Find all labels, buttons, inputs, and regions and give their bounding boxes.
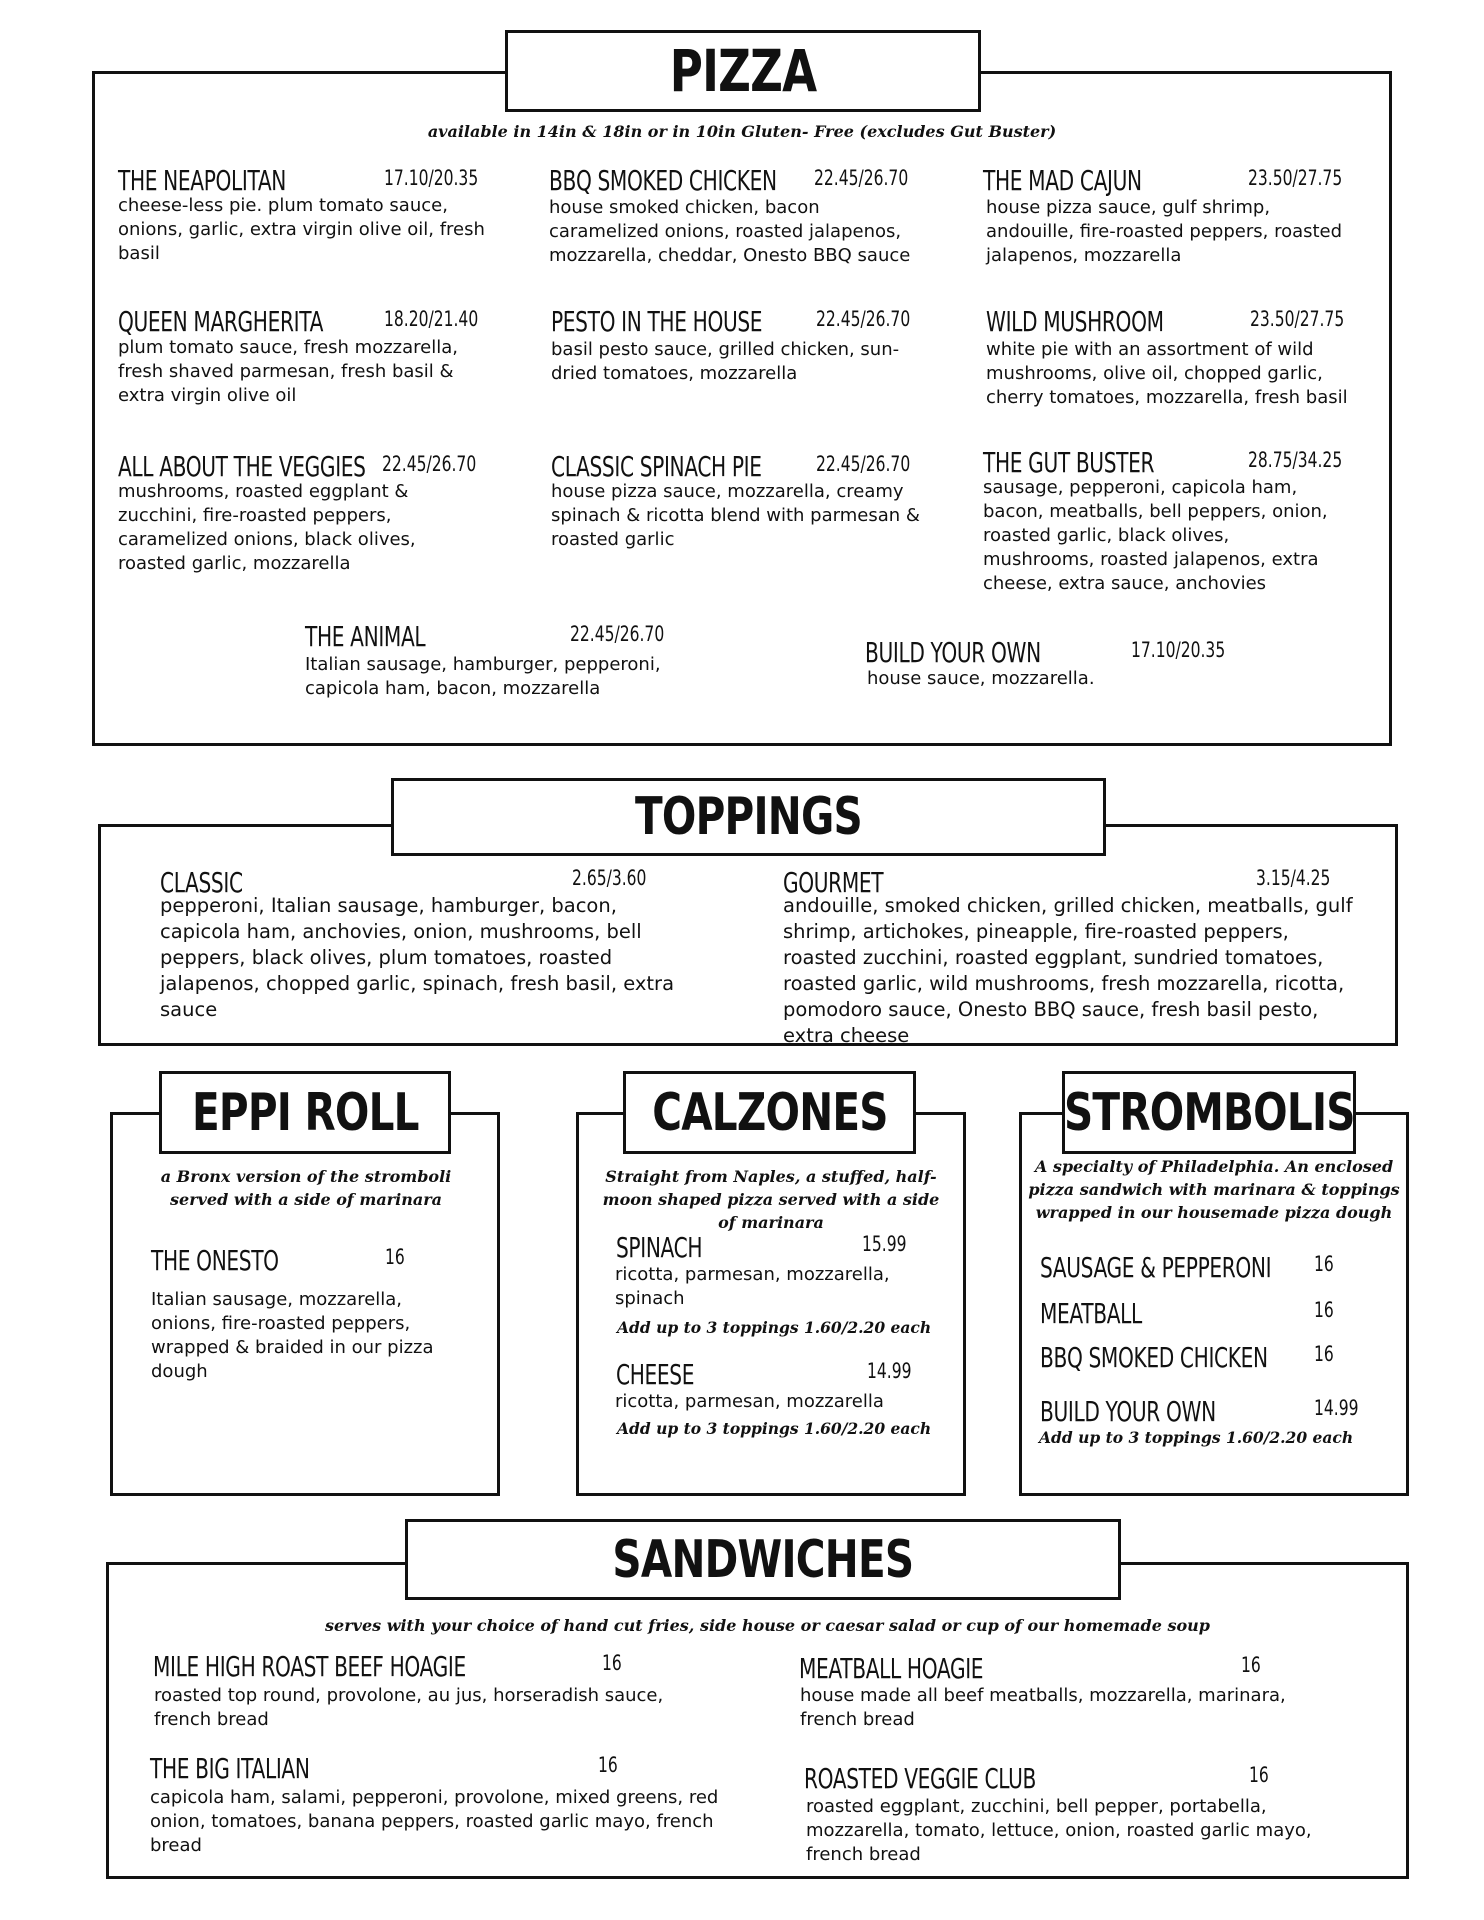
sandwiches-item-name: THE BIG ITALIAN <box>150 1752 310 1785</box>
pizza-item-name: WILD MUSHROOM <box>986 305 1164 338</box>
pizza-item-name: PESTO IN THE HOUSE <box>551 305 763 338</box>
pizza-title: PIZZA <box>669 37 817 105</box>
sandwiches-title-box <box>405 1519 1121 1600</box>
pizza-item-desc: plum tomato sauce, fresh mozzarella, fresh shaved parmesan, fresh basil & extra virgin olive oil <box>118 337 458 406</box>
sandwiches-item-desc: capicola ham, salami, pepperoni, provolone, mixed greens, red onion, tomatoes, banana peppers, roasted garlic mayo, french bread <box>150 1787 719 1856</box>
pizza-item-name: ALL ABOUT THE VEGGIES <box>118 450 366 483</box>
eppi-roll-item-price: 16 <box>385 1245 405 1269</box>
pizza-item-desc: Italian sausage, hamburger, pepperoni, capicola ham, bacon, mozzarella <box>305 654 661 699</box>
strombolis-item-name: SAUSAGE & PEPPERONI <box>1040 1251 1272 1284</box>
pizza-item-desc: house smoked chicken, bacon caramelized onions, roasted jalapenos, mozzarella, cheddar, Onesto BBQ sauce <box>549 197 911 266</box>
pizza-item-desc: mushrooms, roasted eggplant & zucchini, fire-roasted peppers, caramelized onions, black olives, roasted garlic, mozzarella <box>118 481 416 574</box>
toppings-item-desc: andouille, smoked chicken, grilled chicken, meatballs, gulf shrimp, artichokes, pineapple, fire-roasted peppers, roasted zucchini, roasted eggplant, sundried tomatoes, roasted garlic, wild mushrooms, fresh mozzarella, ricotta, pomodoro sauce, Onesto BBQ sauce, fresh basil pesto, extra cheese <box>783 894 1353 1047</box>
sandwiches-item-desc: roasted top round, provolone, au jus, horseradish sauce, french bread <box>154 1685 664 1730</box>
strombolis-item-price: 16 <box>1314 1252 1334 1276</box>
pizza-item-desc: basil pesto sauce, grilled chicken, sun-dried tomatoes, mozzarella <box>551 339 900 384</box>
calzones-item-price: 15.99 <box>862 1232 907 1256</box>
strombolis-item-name: BBQ SMOKED CHICKEN <box>1040 1341 1268 1374</box>
sandwiches-item-desc: house made all beef meatballs, mozzarella, marinara, french bread <box>800 1685 1286 1730</box>
sandwiches-subtitle: serves with your choice of hand cut fries, side house or caesar salad or cup of our homemade soup <box>325 1616 1210 1635</box>
calzones-subtitle: Straight from Naples, a stuffed, half-moon shaped pizza served with a side of marinara <box>602 1167 940 1232</box>
strombolis-item-name: BUILD YOUR OWN <box>1040 1395 1216 1428</box>
pizza-item-price: 22.45/26.70 <box>570 622 665 646</box>
sandwiches-item-price: 16 <box>598 1753 618 1777</box>
sandwiches-item-price: 16 <box>1241 1653 1261 1677</box>
toppings-item-price: 2.65/3.60 <box>572 866 647 890</box>
pizza-item-name: THE ANIMAL <box>305 620 426 653</box>
pizza-item-price: 28.75/34.25 <box>1248 448 1343 472</box>
pizza-subtitle: available in 14in & 18in or in 10in Gluten- Free (excludes Gut Buster) <box>427 122 1057 141</box>
sandwiches-item-desc: roasted eggplant, zucchini, bell pepper, portabella, mozzarella, tomato, lettuce, onion, roasted garlic mayo, french bread <box>806 1796 1312 1865</box>
pizza-item-name: BUILD YOUR OWN <box>865 636 1041 669</box>
strombolis-item-price: 16 <box>1314 1342 1334 1366</box>
pizza-item-desc: house pizza sauce, gulf shrimp, andouille, fire-roasted peppers, roasted jalapenos, mozzarella <box>986 197 1343 266</box>
pizza-item-price: 22.45/26.70 <box>816 452 911 476</box>
toppings-title-box <box>391 778 1106 856</box>
sandwiches-title: SANDWICHES <box>612 1529 914 1590</box>
pizza-item-price: 17.10/20.35 <box>384 166 479 190</box>
pizza-item-price: 23.50/27.75 <box>1250 307 1345 331</box>
strombolis-subtitle: A specialty of Philadelphia. An enclosed pizza sandwich with marinara & toppings wrapped in our housemade pizza dough <box>1028 1157 1400 1222</box>
sandwiches-item-name: MILE HIGH ROAST BEEF HOAGIE <box>153 1650 466 1683</box>
calzones-item-name: SPINACH <box>616 1231 703 1264</box>
sandwiches-item-price: 16 <box>1249 1763 1269 1787</box>
sandwiches-item-name: ROASTED VEGGIE CLUB <box>804 1762 1037 1795</box>
toppings-item-desc: pepperoni, Italian sausage, hamburger, bacon, capicola ham, anchovies, onion, mushrooms, bell peppers, black olives, plum tomatoes, roasted jalapenos, chopped garlic, spinach, fresh basil, extra sauce <box>160 894 675 1021</box>
calzones-title-box <box>623 1071 916 1154</box>
strombolis-item-price: 16 <box>1314 1298 1334 1322</box>
pizza-item-price: 22.45/26.70 <box>382 452 477 476</box>
eppi-roll-item-desc: Italian sausage, mozzarella, onions, fire-roasted peppers, wrapped & braided in our pizza dough <box>151 1289 434 1382</box>
strombolis-item-name: MEATBALL <box>1040 1297 1142 1330</box>
strombolis-item-price: 14.99 <box>1314 1396 1359 1420</box>
toppings-item-name: GOURMET <box>783 866 884 899</box>
strombolis-note: Add up to 3 toppings 1.60/2.20 each <box>1039 1428 1354 1447</box>
pizza-item-desc: cheese-less pie. plum tomato sauce, onions, garlic, extra virgin olive oil, fresh basil <box>118 195 485 264</box>
calzones-item-desc: ricotta, parmesan, mozzarella, spinach <box>615 1264 890 1309</box>
calzones-item-note: Add up to 3 toppings 1.60/2.20 each <box>617 1318 932 1337</box>
pizza-item-desc: house sauce, mozzarella. <box>867 668 1095 689</box>
pizza-item-name: THE MAD CAJUN <box>983 164 1142 197</box>
pizza-item-name: CLASSIC SPINACH PIE <box>551 450 762 483</box>
sandwiches-item-price: 16 <box>602 1651 622 1675</box>
pizza-item-price: 23.50/27.75 <box>1248 166 1343 190</box>
toppings-item-name: CLASSIC <box>160 866 243 899</box>
calzones-item-name: CHEESE <box>616 1358 695 1391</box>
strombolis-title-box <box>1062 1071 1356 1154</box>
pizza-item-price: 17.10/20.35 <box>1131 638 1226 662</box>
calzones-title: CALZONES <box>651 1082 888 1143</box>
toppings-title: TOPPINGS <box>635 787 862 847</box>
pizza-title-box <box>505 30 981 112</box>
pizza-item-name: BBQ SMOKED CHICKEN <box>549 164 777 197</box>
pizza-item-name: QUEEN MARGHERITA <box>118 305 324 338</box>
strombolis-title: STROMBOLIS <box>1063 1082 1355 1143</box>
pizza-item-name: THE GUT BUSTER <box>983 446 1155 479</box>
calzones-item-note: Add up to 3 toppings 1.60/2.20 each <box>617 1419 932 1438</box>
pizza-item-desc: sausage, pepperoni, capicola ham, bacon, meatballs, bell peppers, onion, roasted garlic, black olives, mushrooms, roasted jalapenos, extra cheese, extra sauce, anchovies <box>983 477 1328 594</box>
toppings-item-price: 3.15/4.25 <box>1256 866 1331 890</box>
eppi-roll-subtitle: a Bronx version of the stromboli served with a side of marinara <box>160 1167 452 1209</box>
sandwiches-item-name: MEATBALL HOAGIE <box>799 1652 984 1685</box>
pizza-item-price: 18.20/21.40 <box>384 307 479 331</box>
calzones-item-price: 14.99 <box>867 1359 912 1383</box>
pizza-item-name: THE NEAPOLITAN <box>118 164 287 197</box>
eppi-roll-title: EPPI ROLL <box>191 1082 419 1143</box>
pizza-item-desc: house pizza sauce, mozzarella, creamy spinach & ricotta blend with parmesan & roasted garlic <box>551 481 920 550</box>
pizza-item-desc: white pie with an assortment of wild mushrooms, olive oil, chopped garlic, cherry tomatoes, mozzarella, fresh basil <box>986 339 1348 408</box>
pizza-item-price: 22.45/26.70 <box>816 307 911 331</box>
calzones-item-desc: ricotta, parmesan, mozzarella <box>615 1391 884 1412</box>
eppi-roll-item-name: THE ONESTO <box>151 1244 279 1277</box>
pizza-item-price: 22.45/26.70 <box>814 166 909 190</box>
eppi-roll-title-box <box>159 1071 451 1154</box>
